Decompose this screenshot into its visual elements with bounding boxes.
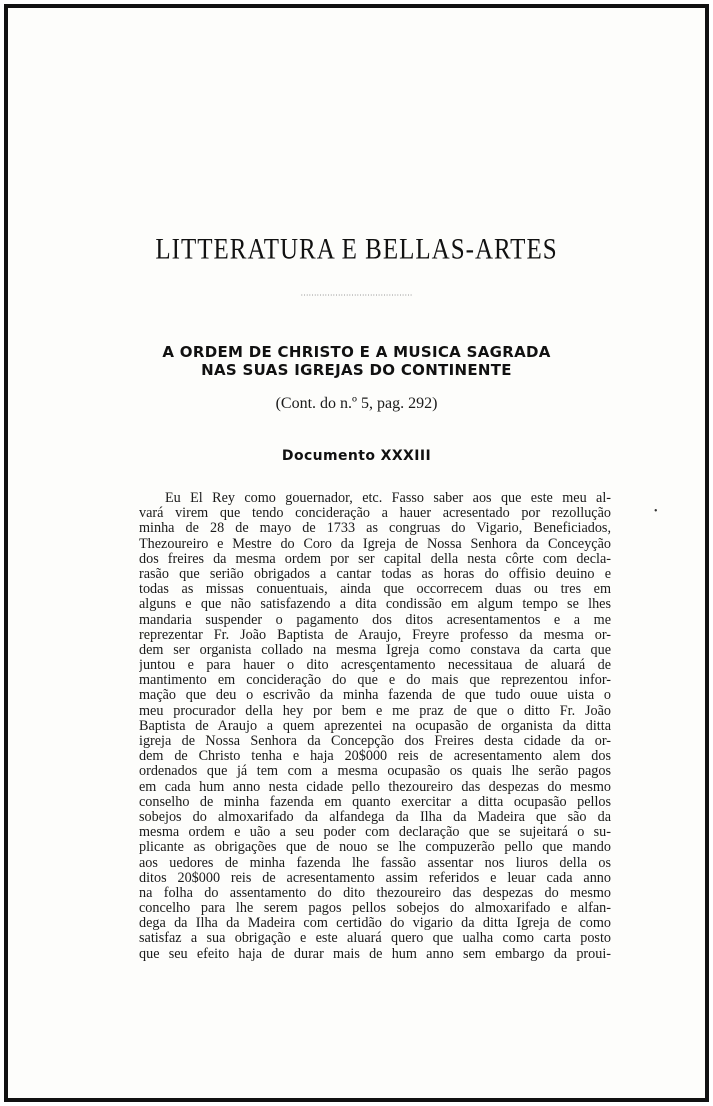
body-line: ordenados que já tem com a mesma ocupasão os quais lhe serão pagos [139,764,611,780]
body-line: minha de 28 de mayo de 1733 as congruas do Vigario, Beneficiados, [139,521,611,537]
body-line: todas as missas conuentuais, ainda que occorrecem duas ou tres em [139,582,611,598]
body-line: satisfaz a sua obrigação e este aluará quero que ualha como carta posto [139,931,611,947]
article-title-line-2: NAS SUAS IGREJAS DO CONTINENTE [201,361,512,379]
body-line: mesma ordem e uão a seu poder com declaração que se sujeitará o su- [139,825,611,841]
body-line: em cada hum anno nesta cidade pello thezoureiro das despezas do mesmo [139,779,611,795]
body-line: igreja de Nossa Senhora da Concepção dos Freires desta cidade da or- [139,734,611,749]
body-line: dem ser organista collado na mesma Igreja como constava da carta que [139,642,611,658]
body-line: vará virem que tendo concideração a hauer acresentado por rezollução [139,506,611,522]
document-body-text [139,491,611,962]
body-line: dega da Ilha da Madeira com certidão do vigario da ditta Igreja de como [139,916,611,932]
body-line: meu procurador della hey por bem e me praz de que o ditto Fr. João [139,703,611,719]
section-heading: LITTERATURA E BELLAS-ARTES [155,233,558,266]
body-line: mandaria suspender o pagamento dos ditos acresentamentos e a me [139,612,611,628]
body-line: plicante as obrigações que de nouo se lhe compuzerão pello que mando [139,840,611,856]
body-line: Thezoureiro e Mestre do Coro da Igreja de Nossa Senhora da Conceyção [139,536,611,552]
article-title-line-1: A ORDEM DE CHRISTO E A MUSICA SAGRADA [162,343,551,361]
body-line: alguns e que não satisfazendo a dita condissão em algum tempo se lhes [139,597,611,613]
document-heading: Documento XXXIII [281,448,432,464]
margin-mark: • [654,506,658,517]
body-line: Eu El Rey como gouernador, etc. Fasso saber aos que este meu al- [165,491,611,506]
article-title [0,343,713,379]
body-line: dos freires da mesma ordem por ser capital della nesta côrte com decla- [139,551,611,567]
body-line: rasão que serião obrigados a cantar todas as horas do offisio deuino e [139,566,611,582]
body-line: sobejos do almoxarifado da alfandega da Ilha da Madeira que são da [139,809,611,825]
body-line: conselho de minha fazenda em quanto exercitar a ditta ocupasão pellos [139,794,611,810]
continuation-reference: (Cont. do n.º 5, pag. 292) [275,395,438,412]
body-line: na folha do assentamento do dito thezoureiro das despezas do mesmo [139,885,611,901]
body-line: mação que deu o escrivão da minha fazenda de que tudo ouue uista o [139,688,611,704]
body-line: que seu efeito haja de durar mais de hum anno sem embargo da proui- [139,946,611,962]
body-line: concelho para lhe serem pagos pellos sobejos do almoxarifado e alfan- [139,901,611,917]
body-line: reprezentar Fr. João Baptista de Araujo, Freyre professo da mesma or- [139,627,611,643]
body-line: ditos 20$000 reis de acresentamento assim referidos e leuar cada anno [139,870,611,886]
body-line: mantimento em concideração do que e do mais que reprezentou infor- [139,673,611,689]
body-line: aos uedores de minha fazenda lhe fassão assentar nos liuros della os [139,855,611,871]
body-line: dem de Christo tenha e haja 20$000 reis de acresentamento alem dos [139,749,611,765]
body-line: juntou e para hauer o dito acresçentamento necessitaua de aluará de [139,658,611,674]
body-line: Baptista de Araujo a quem aprezentei na ocupasão de organista da ditta [139,718,611,734]
ornamental-divider: ·········································· [300,291,413,300]
